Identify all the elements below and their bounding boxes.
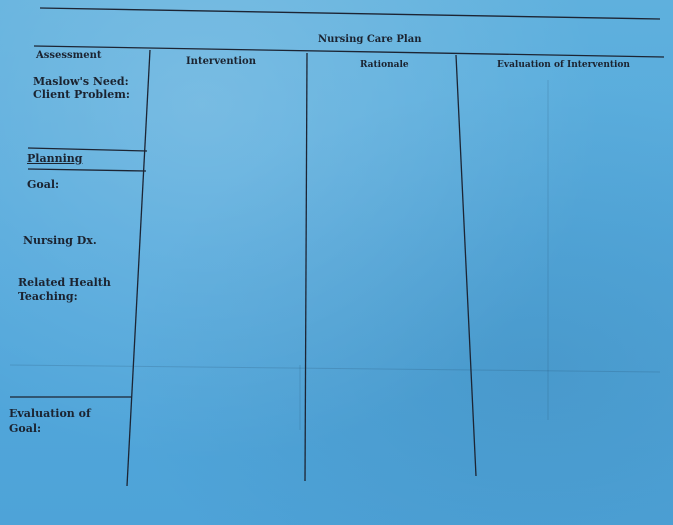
label-evaluation-goal: Goal: [9,422,42,435]
top-border-line [40,8,660,19]
column-header-assessment: Assessment [36,50,102,61]
column-divider-intervention [305,53,307,481]
bleed-through-text [300,395,303,404]
label-evaluation-of: Evaluation of [9,407,91,420]
label-related-health: Related Health [18,276,111,289]
planning-top-line [28,148,147,151]
column-divider-rationale [456,55,476,476]
column-header-rationale: Rationale [360,60,409,70]
header-underline [34,46,664,57]
label-nursing-dx: Nursing Dx. [23,234,97,247]
planning-heading: Planning [27,152,83,165]
label-goal: Goal: [27,178,60,191]
form-title: Nursing Care Plan [318,34,422,45]
planning-bottom-line [28,169,146,171]
label-client-problem: Client Problem: [33,88,130,101]
column-header-evaluation: Evaluation of Intervention [497,60,630,70]
label-teaching: Teaching: [18,290,78,303]
column-divider-assessment [127,50,150,486]
label-maslow-need: Maslow's Need: [33,75,129,88]
column-header-intervention: Intervention [186,56,256,67]
